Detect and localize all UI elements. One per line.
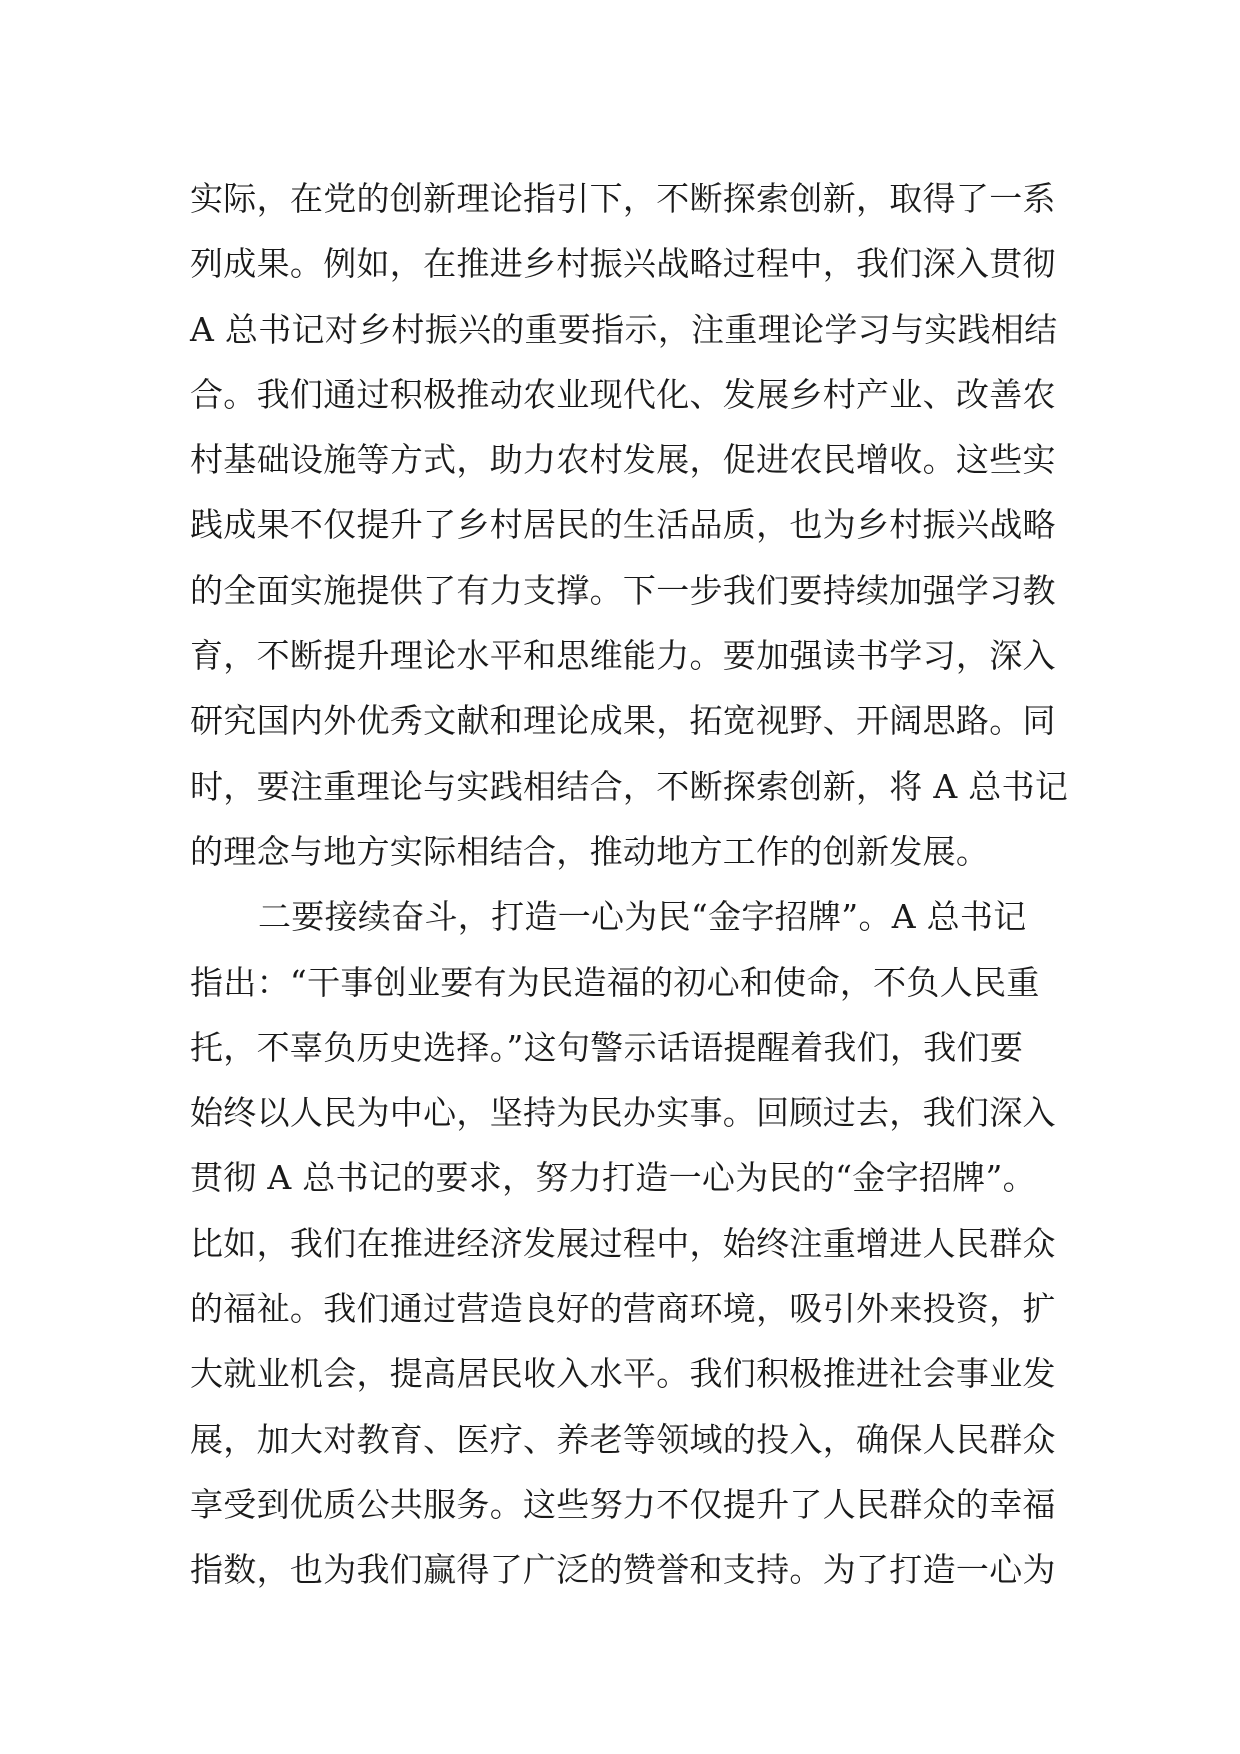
text-line: 托，不辜负历史选择。”这句警示话语提醒着我们，我们要	[190, 1027, 1024, 1067]
text-line: 的全面实施提供了有力支撑。下一步我们要持续加强学习教	[190, 570, 1056, 610]
text-line: 贯彻 A 总书记的要求，努力打造一心为民的“金字招牌”。	[190, 1158, 1036, 1198]
text-line: 育，不断提升理论水平和思维能力。要加强读书学习，深入	[190, 636, 1056, 676]
text-line: 践成果不仅提升了乡村居民的生活品质，也为乡村振兴战略	[190, 505, 1056, 545]
text-line: 展，加大对教育、医疗、养老等领域的投入，确保人民群众	[190, 1419, 1056, 1459]
text-line: 列成果。例如，在推进乡村振兴战略过程中，我们深入贯彻	[190, 244, 1056, 284]
text-line: 时，要注重理论与实践相结合，不断探索创新，将 A 总书记	[190, 766, 1069, 806]
text-line: 指出：“干事创业要有为民造福的初心和使命，不负人民重	[190, 962, 1040, 1002]
text-line: A 总书记对乡村振兴的重要指示，注重理论学习与实践相结	[190, 309, 1058, 349]
text-line: 的理念与地方实际相结合，推动地方工作的创新发展。	[190, 831, 990, 871]
body-text	[190, 166, 1069, 1603]
text-line: 的福祉。我们通过营造良好的营商环境，吸引外来投资，扩	[190, 1289, 1056, 1329]
text-line: 研究国内外优秀文献和理论成果，拓宽视野、开阔思路。同	[190, 701, 1056, 741]
paragraph-start-line: 二要接续奋斗，打造一心为民“金字招牌”。A 总书记	[258, 897, 1027, 937]
text-line: 比如，我们在推进经济发展过程中，始终注重增进人民群众	[190, 1223, 1056, 1263]
text-line: 实际，在党的创新理论指引下，不断探索创新，取得了一系	[190, 179, 1056, 218]
text-line: 享受到优质公共服务。这些努力不仅提升了人民群众的幸福	[190, 1484, 1056, 1524]
text-line: 合。我们通过积极推动农业现代化、发展乡村产业、改善农	[190, 374, 1056, 414]
text-line: 村基础设施等方式，助力农村发展，促进农民增收。这些实	[190, 440, 1056, 480]
text-line: 指数，也为我们赢得了广泛的赞誉和支持。为了打造一心为	[190, 1550, 1056, 1590]
text-line: 大就业机会，提高居民收入水平。我们积极推进社会事业发	[190, 1354, 1056, 1394]
text-line: 始终以人民为中心，坚持为民办实事。回顾过去，我们深入	[190, 1093, 1056, 1133]
